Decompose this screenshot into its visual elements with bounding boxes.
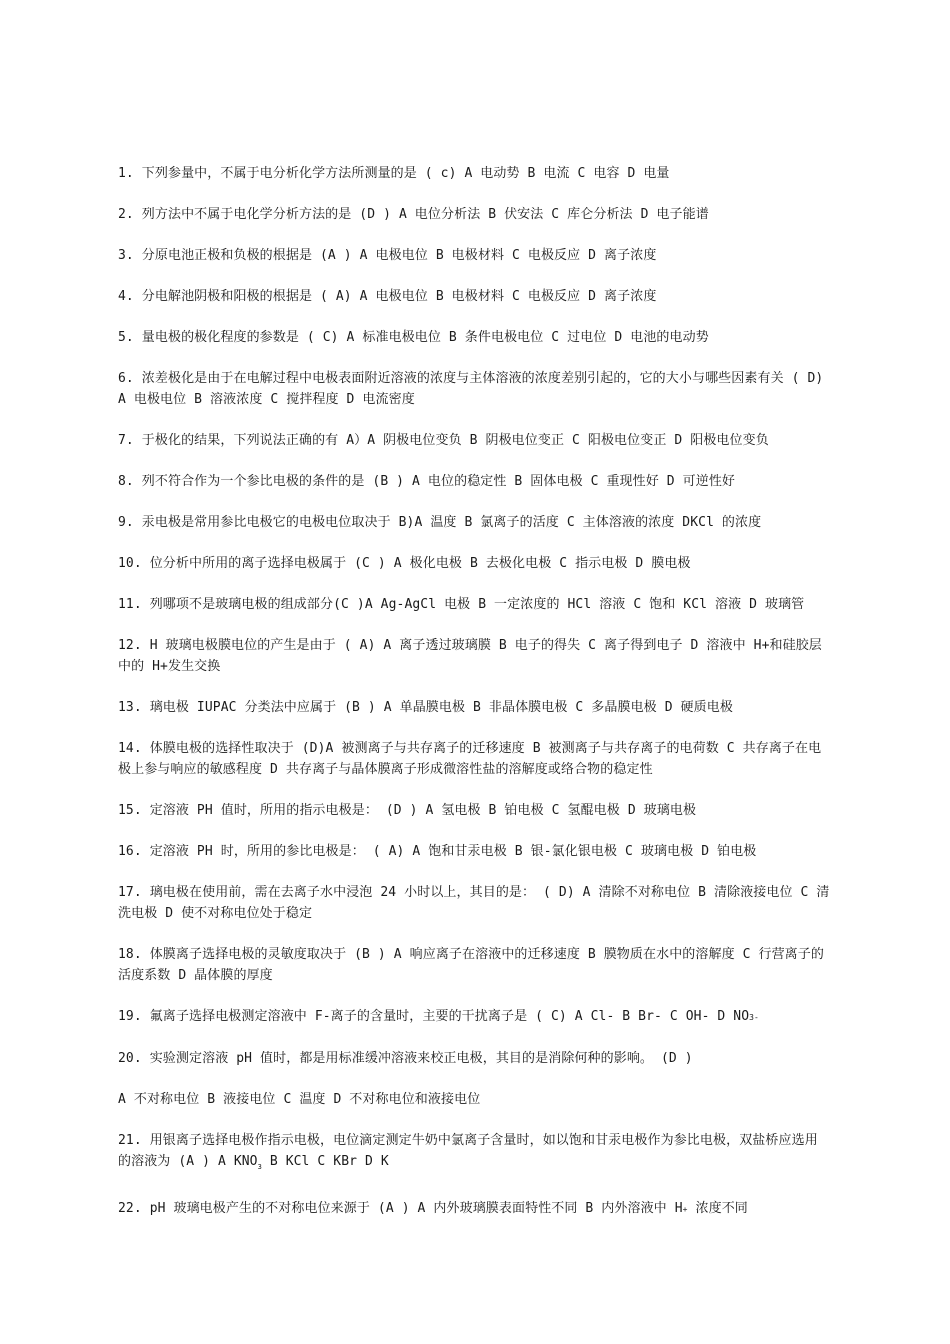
question-22-superscript: + <box>682 1205 688 1214</box>
question-11: 11. 列哪项不是玻璃电极的组成部分(C )A Ag-AgCl 电极 B 一定浓度的 HCl 溶液 C 饱和 KCl 溶液 D 玻璃管 <box>118 597 805 612</box>
question-22-tail: 浓度不同 <box>687 1201 748 1216</box>
question-14: 14. 体膜电极的选择性取决于 (D)A 被测离子与共存离子的迁移速度 B 被测离子与共存离子的电荷数 C 共存离子在电极上参与响应的敏感程度 D 共存离子与晶体膜离子形成微溶性盐的溶解度或络合物的稳定性 <box>118 741 822 777</box>
question-19 <box>118 1006 830 1028</box>
question-8: 8. 列不符合作为一个参比电极的条件的是 (B ) A 电位的稳定性 B 固体电极 C 重现性好 D 可逆性好 <box>118 474 736 489</box>
question-18: 18. 体膜离子选择电极的灵敏度取决于 (B ) A 响应离子在溶液中的迁移速度 B 膜物质在水中的溶解度 C 行营离子的活度系数 D 晶体膜的厚度 <box>118 947 824 983</box>
question-15: 15. 定溶液 PH 值时，所用的指示电极是： (D ) A 氢电极 B 铂电极 C 氢醌电极 D 玻璃电极 <box>118 803 697 818</box>
question-5: 5. 量电极的极化程度的参数是 ( C) A 标准电极电位 B 条件电极电位 C 过电位 D 电池的电动势 <box>118 330 709 345</box>
question-21-options: B KCl C KBr D K <box>261 1154 389 1169</box>
question-1: 1. 下列参量中，不属于电分析化学方法所测量的是 ( c) A 电动势 B 电流 C 电容 D 电量 <box>118 166 670 181</box>
question-20-options: A 不对称电位 B 液接电位 C 温度 D 不对称电位和液接电位 <box>118 1092 481 1107</box>
question-12: 12. H 玻璃电极膜电位的产生是由于 ( A) A 离子透过玻璃膜 B 电子的得失 C 离子得到电子 D 溶液中 H+和硅胶层中的 H+发生交换 <box>118 638 822 674</box>
question-21-text: 21. 用银离子选择电极作指示电极，电位滴定测定牛奶中氯离子含量时，如以饱和甘汞电极作为参比电极，双盐桥应选用的溶液为 (A ) A KNO <box>118 1133 818 1169</box>
question-2: 2. 列方法中不属于电化学分析方法的是 (D ) A 电位分析法 B 伏安法 C 库仑分析法 D 电子能谱 <box>118 207 709 222</box>
question-22 <box>118 1198 830 1220</box>
question-22-text: 22. pH 玻璃电极产生的不对称电位来源于 (A ) A 内外玻璃膜表面特性不同 B 内外溶液中 H <box>118 1201 683 1216</box>
question-7: 7. 于极化的结果，下列说法正确的有 A）A 阴极电位变负 B 阴极电位变正 C 阳极电位变正 D 阳极电位变负 <box>118 433 769 448</box>
question-9: 9. 汞电极是常用参比电极它的电极电位取决于 B)A 温度 B 氯离子的活度 C 主体溶液的浓度 DKCl 的浓度 <box>118 515 762 530</box>
question-19-text: 19. 氟离子选择电极测定溶液中 F-离子的含量时，主要的干扰离子是 ( C) A Cl- B Br- C OH- D NO <box>118 1009 750 1024</box>
question-list <box>118 163 830 1240</box>
question-20: 20. 实验测定溶液 pH 值时，都是用标准缓冲溶液来校正电极，其目的是消除何种的影响。 (D ) <box>118 1051 693 1066</box>
question-19-superscript: 3- <box>749 1013 759 1022</box>
question-10: 10. 位分析中所用的离子选择电极属于 (C ) A 极化电极 B 去极化电极 C 指示电极 D 膜电极 <box>118 556 691 571</box>
question-17: 17. 璃电极在使用前，需在去离子水中浸泡 24 小时以上，其目的是： ( D) A 清除不对称电位 B 清除液接电位 C 清洗电极 D 使不对称电位处于稳定 <box>118 885 830 921</box>
question-16: 16. 定溶液 PH 时，所用的参比电极是： ( A) A 饱和甘汞电极 B 银-氯化银电极 C 玻璃电极 D 铂电极 <box>118 844 757 859</box>
question-21 <box>118 1130 830 1178</box>
question-21-subscript: 3 <box>257 1163 262 1171</box>
question-13: 13. 璃电极 IUPAC 分类法中应属于 (B ) A 单晶膜电极 B 非晶体膜电极 C 多晶膜电极 D 硬质电极 <box>118 700 733 715</box>
question-6: 6. 浓差极化是由于在电解过程中电极表面附近溶液的浓度与主体溶液的浓度差别引起的，它的大小与哪些因素有关 ( D) A 电极电位 B 溶液浓度 C 搅拌程度 D 电流密度 <box>118 371 824 407</box>
question-4: 4. 分电解池阴极和阳极的根据是 ( A) A 电极电位 B 电极材料 C 电极反应 D 离子浓度 <box>118 289 657 304</box>
question-3: 3. 分原电池正极和负极的根据是 (A ) A 电极电位 B 电极材料 C 电极反应 D 离子浓度 <box>118 248 657 263</box>
